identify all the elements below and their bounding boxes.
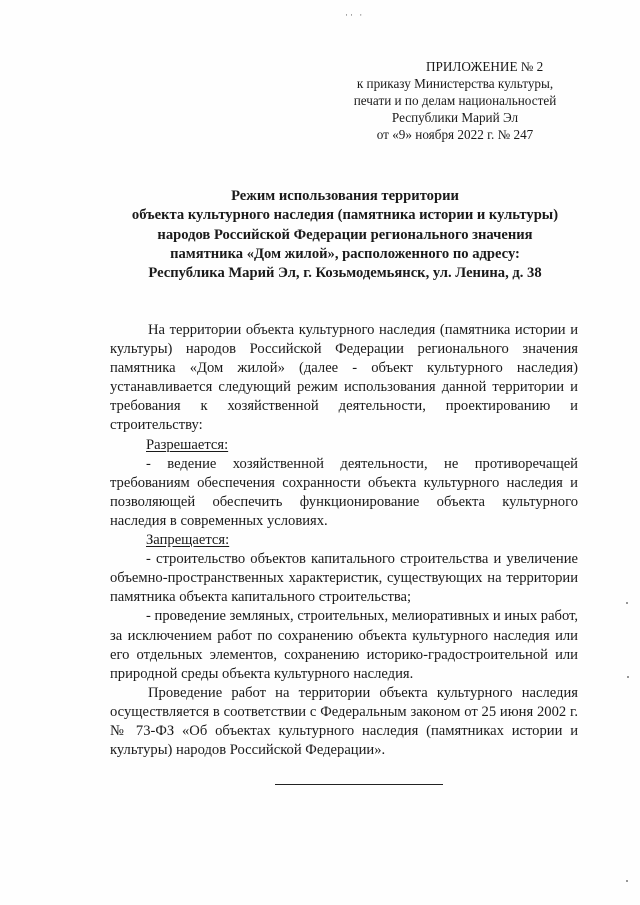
heading-line: памятника «Дом жилой», расположенного по адресу: bbox=[170, 245, 520, 262]
heading-line: Республика Марий Эл, г. Козьмодемьянск, ул. Ленина, д. 38 bbox=[148, 265, 542, 282]
scan-artifact: ·· · bbox=[345, 10, 365, 20]
closing-paragraph: Проведение работ на территории объекта культурного наследия осуществляется в соответствии с Федеральным законом от 25 июня 2002 г. № 73-ФЗ «Об объектах культурного наследия (памятниках истории и культуры) народов Российской Федерации». bbox=[110, 684, 578, 759]
allowed-item: - ведение хозяйственной деятельности, не противоречащей требованиям обеспечения сохранности объекта культурного наследия и позволяющей обеспечить функционирование объекта культурного наследия в современных условиях. bbox=[110, 455, 578, 529]
forbidden-item: - проведение земляных, строительных, мелиоративных и иных работ, за исключением работ по сохранению объекта культурного наследия или его отдельных элементов, сохранению историко-градостроительной или природной среды объекта культурного наследия. bbox=[110, 608, 578, 682]
appendix-line-republic: Республики Марий Эл bbox=[391, 110, 519, 125]
appendix-block bbox=[330, 58, 580, 143]
document-body bbox=[110, 321, 578, 760]
forbidden-item: - строительство объектов капитального строительства и увеличение объемно-пространственных характеристик, существующих на территории памятника объекта капитального строительства; bbox=[110, 551, 578, 606]
forbidden-label: Запрещается: bbox=[146, 532, 230, 549]
scan-speck bbox=[626, 880, 628, 882]
heading-line: объекта культурного наследия (памятника истории и культуры) bbox=[131, 207, 559, 224]
signature-divider bbox=[275, 784, 443, 785]
appendix-line-ministry: печати и по делам национальностей bbox=[353, 93, 557, 108]
allowed-label: Разрешается: bbox=[146, 436, 229, 453]
scan-speck bbox=[626, 602, 628, 604]
intro-paragraph: На территории объекта культурного наследия (памятника истории и культуры) народов Российской Федерации регионального значения памятника «Дом жилой» (далее - объект культурного наследия) устанавливается следующий режим использования данной территории и требования к хозяйственной деятельности, проектированию и строительству: bbox=[110, 322, 578, 434]
heading-line: народов Российской Федерации регионального значения bbox=[157, 226, 533, 243]
appendix-title: ПРИЛОЖЕНИЕ № 2 bbox=[426, 59, 544, 74]
document-heading bbox=[60, 187, 630, 283]
appendix-line-date: от «9» ноября 2022 г. № 247 bbox=[376, 127, 534, 142]
heading-line: Режим использования территории bbox=[231, 188, 459, 204]
scan-speck bbox=[627, 676, 629, 678]
appendix-line-order: к приказу Министерства культуры, bbox=[356, 76, 554, 91]
